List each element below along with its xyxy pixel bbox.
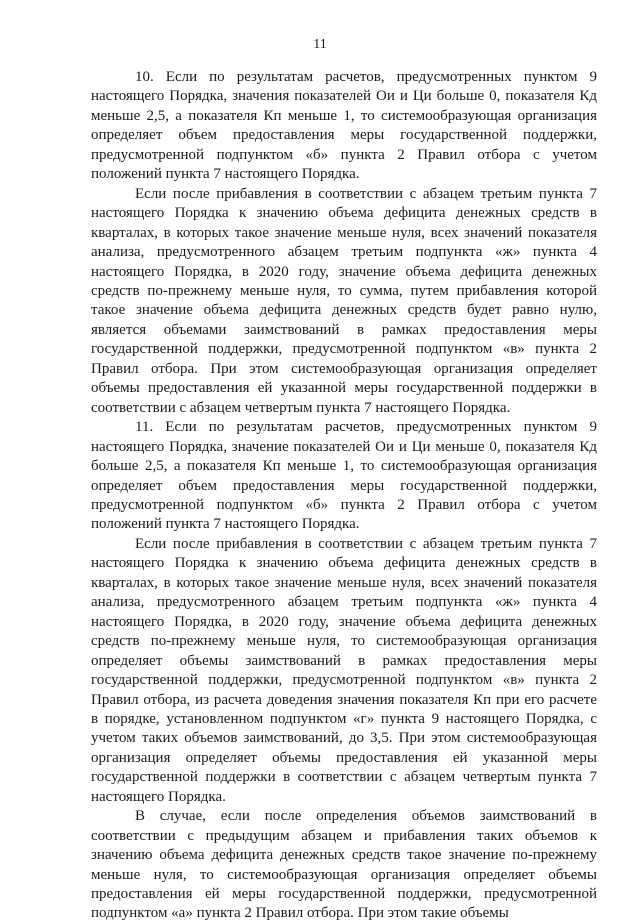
paragraph-11-case: В случае, если после определения объемов заимствований в соответствии с предыдущим абзацем и прибавления таких объемов к значению объема дефицита денежных средств такое значение по-прежнему меньше нуля, то системообразующая организация определяет объемы предоставления ей меры государственной поддержки, предусмотренной подпунктом «а» пункта 2 Правил отбора. При этом такие объемы: [91, 808, 597, 922]
paragraph-10-continued: Если после прибавления в соответствии с абзацем третьим пункта 7 настоящего Порядка к значению объема дефицита денежных средств в кварталах, в которых такое значение меньше нуля, всех значений показателя анализа, предусмотренного абзацем третьим подпункта «ж» пункта 4 настоящего Порядка, в 2020 году, значение объема дефицита денежных средств по-прежнему меньше нуля, то сумма, путем прибавления которой такое значение объема дефицита денежных средств будет равно нулю, является объемами заимствований в рамках предоставления меры государственной поддержки, предусмотренной подпунктом «в» пункта 2 Правил отбора. При этом системообразующая организация определяет объемы предоставления ей указанной меры государственной поддержки в соответствии с абзацем четвертым пункта 7 настоящего Порядка.: [91, 185, 597, 416]
paragraph-11: 11. Если по результатам расчетов, предусмотренных пунктом 9 настоящего Порядка, значение показателей Ои и Ци меньше 0, показателя Кд больше 2,5, а показателя Кп меньше 1, то системообразующая организация определяет объем предоставления меры государственной поддержки, предусмотренной подпунктом «б» пункта 2 Правил отбора с учетом положений пункта 7 настоящего Порядка.: [91, 419, 597, 533]
paragraph-11-continued: Если после прибавления в соответствии с абзацем третьим пункта 7 настоящего Порядка к значению объема дефицита денежных средств в кварталах, в которых такое значение меньше нуля, всех значений показателя анализа, предусмотренного абзацем третьим подпункта «ж» пункта 4 настоящего Порядка, в 2020 году, значение объема дефицита денежных средств по-прежнему меньше нуля, то системообразующая организация определяет объемы заимствований в рамках предоставления меры государственной поддержки, предусмотренной подпунктом «в» пункта 2 Правил отбора, из расчета доведения значения показателя Кп при его расчете в порядке, установленном подпунктом «г» пункта 9 настоящего Порядка, с учетом таких объемов заимствований, до 3,5. При этом системообразующая организация определяет объемы предоставления ей указанной меры государственной поддержки в соответствии с абзацем четвертым пункта 7 настоящего Порядка.: [91, 535, 597, 805]
page-number: 11: [313, 37, 327, 52]
paragraph-10: 10. Если по результатам расчетов, предусмотренных пунктом 9 настоящего Порядка, значения показателей Ои и Ци больше 0, показателя Кд меньше 2,5, а показателя Кп меньше 1, то системообразующая организация определяет объем предоставления меры государственной поддержки, предусмотренной подпунктом «б» пункта 2 Правил отбора с учетом положений пункта 7 настоящего Порядка.: [91, 69, 597, 183]
document-body: [91, 68, 597, 924]
